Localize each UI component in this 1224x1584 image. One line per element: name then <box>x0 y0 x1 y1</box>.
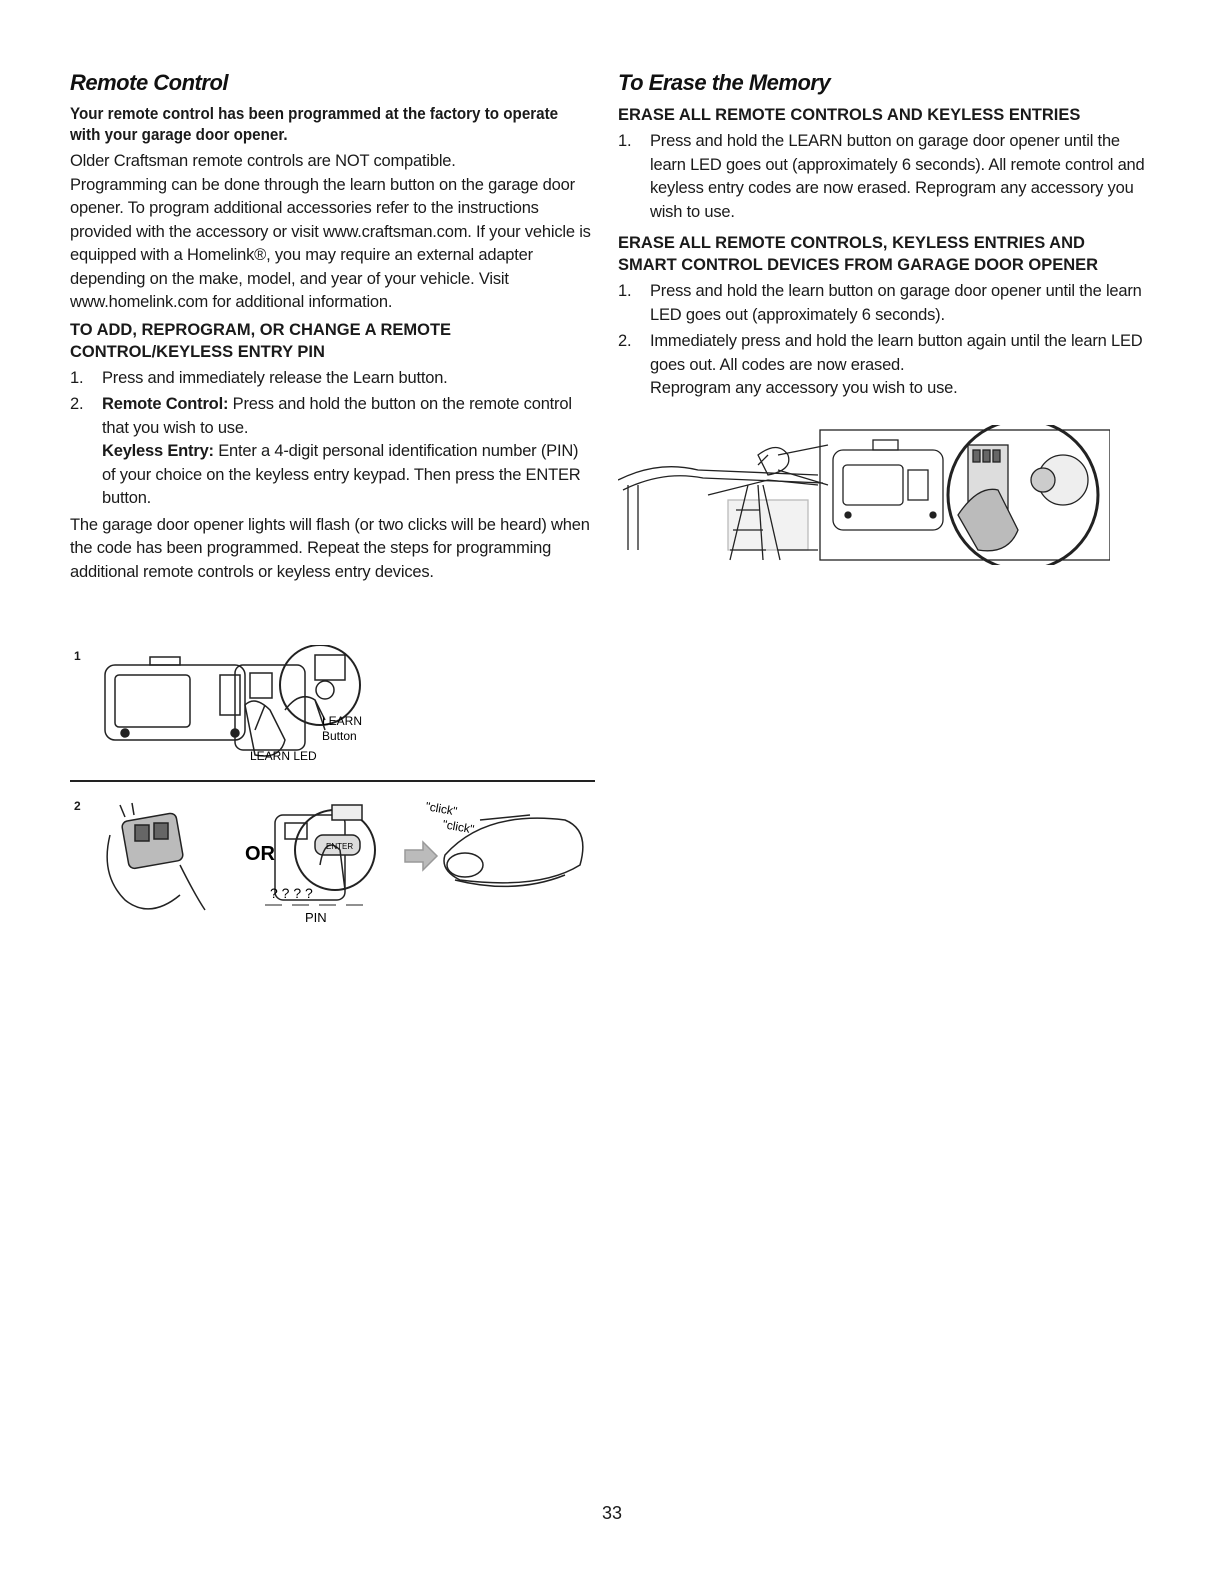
lead-paragraph: Your remote control has been programmed at the factory to operate with your garage door opener. <box>70 105 559 144</box>
program-steps <box>70 367 595 511</box>
figure-divider <box>70 780 595 782</box>
list-item: 2. Immediately press and hold the learn button again until the learn LED goes out. All codes are now erased. Reprogram any accessory you wish to use. <box>618 332 1143 397</box>
page-number: 33 <box>601 1503 623 1523</box>
figure-step-1-label: 1 <box>74 649 81 663</box>
pin-digits: ? ? ? ? <box>270 885 313 901</box>
opener-learn-illustration <box>70 645 595 775</box>
closing-paragraph: The garage door opener lights will flash (or two clicks will be heard) when the code has been programmed. Repeat the steps for programming additional remote controls or keyless entry devices. <box>70 515 590 581</box>
erase-steps-1 <box>618 130 1146 224</box>
section-title-erase-memory: To Erase the Memory <box>618 70 831 95</box>
or-label: OR <box>245 843 275 865</box>
section-title-remote-control: Remote Control <box>70 70 228 95</box>
list-item: 1. Press and hold the LEARN button on garage door opener until the learn LED goes out (approximately 6 seconds). All remote control and keyless entry codes are now erased. Reprogram any accessory you wish to use. <box>618 132 1145 221</box>
right-column <box>618 70 1146 404</box>
figure-remote-keypad <box>70 795 595 930</box>
garage-ladder-illustration <box>618 425 1110 565</box>
erase-steps-2 <box>618 280 1146 401</box>
figure-erase-illustration <box>618 425 1110 565</box>
pin-label: PIN <box>305 910 327 925</box>
list-item: 1. Press and immediately release the Learn button. <box>70 368 448 387</box>
remote-keypad-illustration <box>70 795 595 930</box>
button-label: Button <box>322 729 357 743</box>
list-item: 1. Press and hold the learn button on garage door opener until the learn LED goes out (approximately 6 seconds). <box>618 282 1142 324</box>
programming-paragraph: Programming can be done through the learn button on the garage door opener. To program additional accessories refer to the instructions provided with the accessory or visit www.craftsman.com. If your vehicle is equipped with a Homelink®, you may require an external adapter depending on the make, model, and year of your vehicle. Visit www.homelink.com for additional information. <box>70 175 591 311</box>
figure-learn-button <box>70 645 595 775</box>
remote-control-label: Remote Control: <box>102 395 229 413</box>
figure-step-2-label: 2 <box>74 799 81 813</box>
left-column <box>70 70 595 584</box>
compat-note: Older Craftsman remote controls are NOT compatible. <box>70 152 456 170</box>
keyless-entry-label: Keyless Entry: <box>102 442 214 460</box>
subheading-erase-smart: ERASE ALL REMOTE CONTROLS, KEYLESS ENTRIES AND SMART CONTROL DEVICES FROM GARAGE DOOR OPENER <box>618 234 1099 274</box>
click-text-1: "click" <box>424 799 459 819</box>
click-text-2: "click" <box>441 817 476 837</box>
enter-key-label: ENTER <box>326 842 354 851</box>
subheading-erase-all: ERASE ALL REMOTE CONTROLS AND KEYLESS ENTRIES <box>618 106 1081 124</box>
subheading-add-reprogram: TO ADD, REPROGRAM, OR CHANGE A REMOTE CONTROL/KEYLESS ENTRY PIN <box>70 320 452 361</box>
learn-label: LEARN <box>322 714 363 728</box>
list-item: 2. Remote Control: Press and hold the button on the remote control that you wish to use. Keyless Entry: Enter a 4-digit personal identification number (PIN) of your choice on the keyless entry keypad. Then press the ENTER button. <box>70 395 581 507</box>
learn-led-label: LEARN LED <box>250 749 317 763</box>
